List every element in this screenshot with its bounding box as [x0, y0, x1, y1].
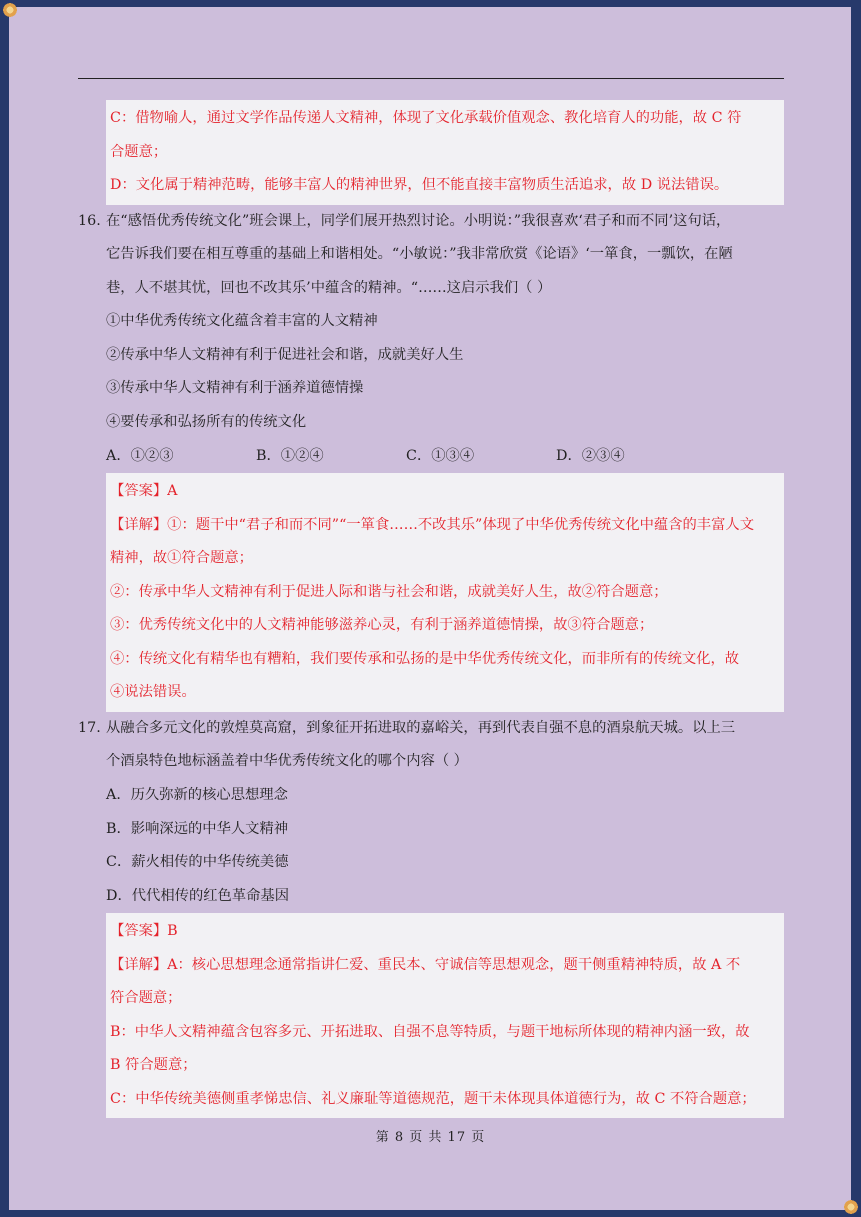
corner-ornament-icon [843, 1199, 859, 1215]
option-c: C．①③④ [406, 447, 475, 464]
statement: ④要传承和弘扬所有的传统文化 [106, 414, 307, 431]
statement: ②传承中华人文精神有利于促进社会和谐，成就美好人生 [106, 346, 464, 363]
option-a: A．历久弥新的核心思想理念 [106, 786, 288, 803]
answer-line: 【详解】①：题干中“君子和而不同”“一箪食……不改其乐”体现了中华优秀传统文化中蕴含的丰富人文 [110, 516, 754, 533]
option-c: C．薪火相传的中华传统美德 [106, 854, 289, 871]
answer-line: B：中华人文精神蕴含包容多元、开拓进取、自强不息等特质，与题干地标所体现的精神内涵一致，故 [110, 1023, 750, 1040]
answer-box-16 [106, 473, 784, 712]
option-d: D．②③④ [556, 447, 625, 464]
option-row [106, 440, 784, 474]
question-16 [78, 205, 784, 474]
answer-line: C：借物喻人，通过文学作品传递人文精神，体现了文化承载价值观念、教化培育人的功能，故 C 符 [110, 110, 742, 126]
prev-answer-box [106, 100, 784, 205]
answer-line: B 符合题意； [110, 1057, 197, 1074]
answer-line: ③：优秀传统文化中的人文精神能够滋养心灵，有利于涵养道德情操，故③符合题意； [110, 617, 654, 634]
page-content [78, 100, 784, 1118]
question-17 [78, 712, 784, 914]
option-b: B．①②④ [256, 447, 324, 464]
statement: ①中华优秀传统文化蕴含着丰富的人文精神 [106, 313, 378, 330]
option-a: A．①②③ [106, 447, 174, 464]
answer-key: 【答案】B [110, 923, 178, 940]
corner-ornament-icon [2, 2, 18, 18]
option-b: B．影响深远的中华人文精神 [106, 820, 289, 837]
option-d: D．代代相传的红色革命基因 [106, 887, 290, 904]
answer-line: 【详解】A：核心思想理念通常指讲仁爱、重民本、守诚信等思想观念，题干侧重精神特质，故 A 不 [110, 956, 741, 973]
answer-line: D：文化属于精神范畴，能够丰富人的精神世界，但不能直接丰富物质生活追求，故 D 说法错误。 [110, 177, 729, 193]
question-number: 17. [78, 719, 101, 736]
answer-line: ②：传承中华人文精神有利于促进人际和谐与社会和谐，成就美好人生，故②符合题意； [110, 583, 668, 600]
answer-key: 【答案】A [110, 483, 178, 500]
answer-line: ④说法错误。 [110, 684, 196, 701]
question-stem-line: 巷，人不堪其忧，回也不改其乐’中蕴含的精神。“……这启示我们（ ） [106, 279, 552, 296]
answer-line: 精神，故①符合题意； [110, 550, 253, 567]
question-stem-line: 个酒泉特色地标涵盖着中华优秀传统文化的哪个内容（ ） [106, 753, 468, 770]
answer-line: C：中华传统美德侧重孝悌忠信、礼义廉耻等道德规范，题干未体现具体道德行为，故 C 不符合题意； [110, 1090, 756, 1107]
question-stem-line: 在“感悟优秀传统文化”班会课上，同学们展开热烈讨论。小明说：”我很喜欢‘君子和而不同’这句话， [106, 212, 731, 229]
statement: ③传承中华人文精神有利于涵养道德情操 [106, 380, 364, 397]
header-rule [78, 78, 784, 79]
answer-box-17 [106, 913, 784, 1118]
question-stem-line: 从融合多元文化的敦煌莫高窟，到象征开拓进取的嘉峪关，再到代表自强不息的酒泉航天城。以上三 [106, 719, 736, 736]
answer-line: 符合题意； [110, 990, 182, 1007]
question-stem-line: 它告诉我们要在相互尊重的基础上和谐相处。“小敏说：”我非常欣赏《论语》‘一箪食，一瓢饮，在陋 [106, 246, 733, 263]
question-number: 16. [78, 212, 101, 229]
answer-line: 合题意； [110, 143, 168, 160]
answer-line: ④：传统文化有精华也有糟粕，我们要传承和弘扬的是中华优秀传统文化，而非所有的传统文化，故 [110, 650, 740, 667]
page-footer: 第 8 页 共 17 页 [375, 1130, 486, 1145]
